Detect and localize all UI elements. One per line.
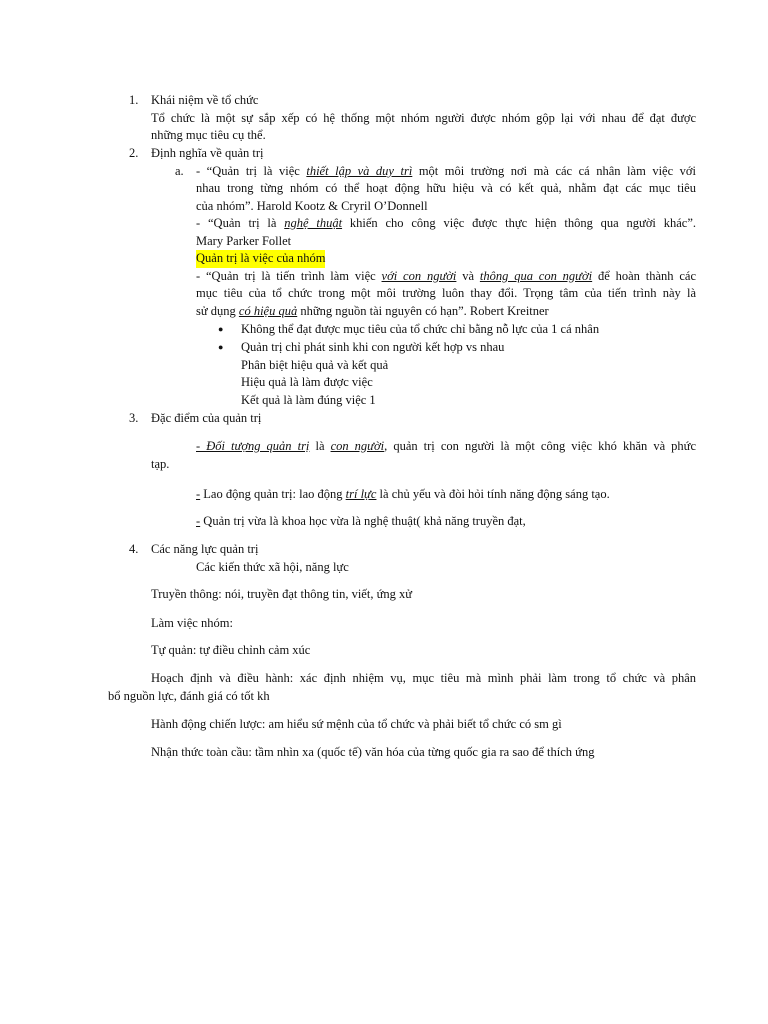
section-number: 3. xyxy=(129,411,139,425)
emphasis: nghệ thuật xyxy=(284,216,343,230)
emphasis: - Đối tượng quản trị xyxy=(196,439,310,453)
paragraph: Nhận thức toàn cầu: tầm nhìn xa (quốc tế) văn hóa của từng quốc gia ra sao để thích ứng xyxy=(151,745,595,759)
paragraph: Hành động chiến lược: am hiểu sứ mệnh của tổ chức và phải biết tổ chức có sm gì xyxy=(151,717,562,731)
quote-line: - “Quản trị là việc thiết lập và duy trì một môi trường nơi mà các cá nhân làm việc với xyxy=(196,164,696,178)
bullet-item: Quản trị chỉ phát sinh khi con người kết hợp vs nhau xyxy=(241,340,505,354)
paragraph-line: Tổ chức là một sự sắp xếp có hệ thống một nhóm người được nhóm gộp lại với nhau để đạt được xyxy=(151,111,696,125)
section-heading: Định nghĩa về quản trị xyxy=(151,146,264,160)
paragraph: Truyền thông: nói, truyền đạt thông tin, viết, ứng xử xyxy=(151,587,412,601)
bullet-sub-line: Phân biệt hiệu quả và kết quả xyxy=(241,358,389,372)
quote-line: - “Quản trị là tiến trình làm việc với con người và thông qua con người để hoàn thành các xyxy=(196,269,696,283)
sub-item-letter: a. xyxy=(175,164,184,178)
bullet-icon: ● xyxy=(218,342,224,352)
emphasis: thiết lập và duy trì xyxy=(306,164,413,178)
paragraph-line: - Quản trị vừa là khoa học vừa là nghệ thuật( khả năng truyền đạt, xyxy=(196,514,526,528)
paragraph-line: bổ nguồn lực, đánh giá có tốt kh xyxy=(108,689,270,703)
highlighted-text: Quản trị là việc của nhóm xyxy=(196,250,325,268)
quote-line: nhau trong từng nhóm có thể hoạt động hữu hiệu và có kết quả, nhằm đạt các mục tiêu xyxy=(196,181,696,195)
section-number: 1. xyxy=(129,93,139,107)
section-number: 2. xyxy=(129,146,139,160)
quote-line: Mary Parker Follet xyxy=(196,234,292,248)
bullet-sub-line: Kết quả là làm đúng việc 1 xyxy=(241,393,376,407)
section-number: 4. xyxy=(129,542,139,556)
subheading: Các kiến thức xã hội, năng lực xyxy=(196,560,349,574)
section-heading: Các năng lực quản trị xyxy=(151,542,259,556)
section-heading: Đặc điểm của quản trị xyxy=(151,411,262,425)
emphasis: thông qua con người xyxy=(479,269,593,283)
paragraph: Tự quản: tự điều chỉnh cảm xúc xyxy=(151,643,311,657)
paragraph-line: những mục tiêu cụ thể. xyxy=(151,128,266,142)
quote-line: của nhóm”. Harold Kootz & Cryril O’Donnell xyxy=(196,199,428,213)
bullet-item: Không thể đạt được mục tiêu của tổ chức chỉ bằng nỗ lực của 1 cá nhân xyxy=(241,322,600,336)
paragraph: Làm việc nhóm: xyxy=(151,616,233,630)
emphasis: trí lực xyxy=(345,487,377,501)
quote-line: - “Quản trị là nghệ thuật khiến cho công việc được thực hiện thông qua người khác”. xyxy=(196,216,696,230)
emphasis: có hiệu quả xyxy=(238,304,298,318)
paragraph-line: tạp. xyxy=(151,457,170,471)
section-heading: Khái niệm về tổ chức xyxy=(151,93,259,107)
bullet-sub-line: Hiệu quả là làm được việc xyxy=(241,375,373,389)
paragraph-line: Hoạch định và điều hành: xác định nhiệm vụ, mục tiêu mà mình phải làm trong tổ chức và phân xyxy=(151,671,696,685)
emphasis: con người xyxy=(330,439,385,453)
quote-line: sử dụng có hiệu quả những nguồn tài nguyên có hạn”. Robert Kreitner xyxy=(196,304,549,318)
paragraph-line: - Lao động quản trị: lao động trí lực là chủ yếu và đòi hỏi tính năng động sáng tạo. xyxy=(196,487,610,501)
emphasis: với con người xyxy=(381,269,457,283)
quote-line: mục tiêu của tổ chức trong một môi trường luôn thay đổi. Trọng tâm của tiến trình này là xyxy=(196,286,696,300)
bullet-icon: ● xyxy=(218,324,224,334)
paragraph-line: - Đối tượng quản trị là con người, quản trị con người là một công việc khó khăn và phức xyxy=(196,439,697,453)
